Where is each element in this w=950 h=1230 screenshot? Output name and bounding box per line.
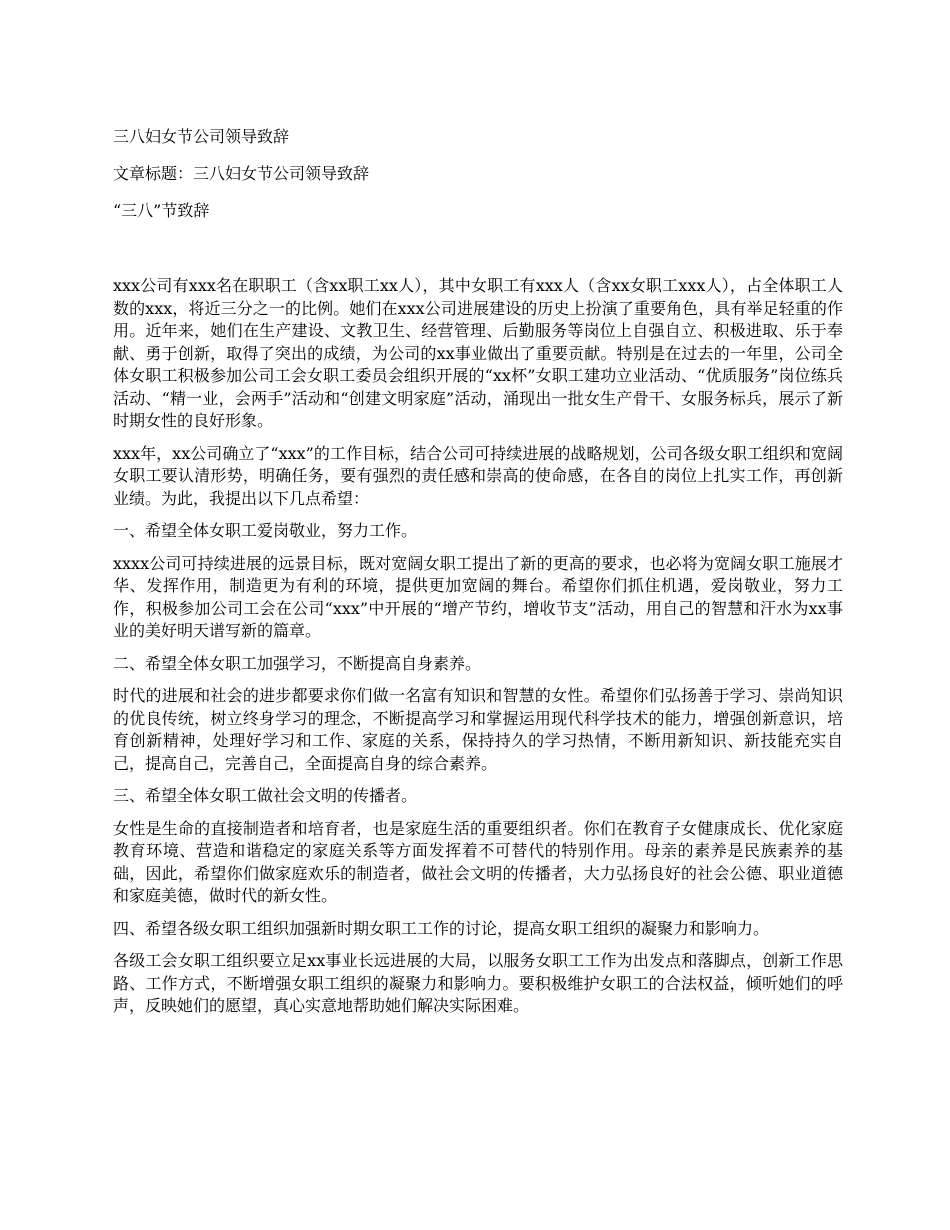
point-one-paragraph: xxxx公司可持续进展的远景目标，既对宽阔女职工提出了新的更高的要求，也必将为宽阔女职工施展才华、发挥作用，制造更为有利的环境，提供更加宽阔的舞台。希望你们抓住机遇，爱岗敬业，努力工作，积极参加公司工会在公司“xxx”中开展的“增产节约，增收节支”活动，用自己的智慧和汗水为xx事业的美好明天谱写新的篇章。: [113, 553, 843, 640]
speech-subtitle: “三八”节致辞: [113, 201, 210, 220]
point-two-heading: 二、希望全体女职工加强学习，不断提高自身素养。: [113, 653, 482, 673]
blank-gap: [113, 237, 843, 275]
document-title: 三八妇女节公司领导致辞: [113, 127, 290, 146]
goal-paragraph: xxx年，xx公司确立了“xxx”的工作目标，结合公司可持续进展的战略规划，公司各级女职工组织和宽阔女职工要认清形势，明确任务，要有强烈的责任感和崇高的使命感，在各自的岗位上扎实工作，再创新业绩。为此，我提出以下几点希望：: [113, 443, 843, 508]
intro-paragraph: xxx公司有xxx名在职职工（含xx职工xx人），其中女职工有xxx人（含xx女职工xxx人），占全体职工人数的xxx，将近三分之一的比例。她们在xxx公司进展建设的历史上扮演了重要角色，具有举足轻重的作用。近年来，她们在生产建设、文教卫生、经营管理、后勤服务等岗位上自强自立、积极进取、乐于奉献、勇于创新，取得了突出的成绩，为公司的xx事业做出了重要贡献。特别是在过去的一年里，公司全体女职工积极参加公司工会女职工委员会组织开展的“xx杯”女职工建功立业活动、“优质服务”岗位练兵活动、“精一业，会两手”活动和“创建文明家庭”活动，涌现出一批女生产骨干、女服务标兵，展示了新时期女性的良好形象。: [113, 276, 843, 430]
article-title: 文章标题：三八妇女节公司领导致辞: [113, 164, 370, 183]
document-body: [113, 126, 843, 1028]
point-one-heading: 一、希望全体女职工爱岗敬业，努力工作。: [113, 521, 418, 540]
point-three-paragraph: 女性是生命的直接制造者和培育者，也是家庭生活的重要组织者。你们在教育子女健康成长、优化家庭教育环境、营造和谐稳定的家庭关系等方面发挥着不可替代的特别作用。母亲的素养是民族素养的基础，因此，希望你们做家庭欢乐的制造者，做社会文明的传播者，大力弘扬良好的社会公德、职业道德和家庭美德，做时代的新女性。: [113, 818, 843, 905]
point-two-paragraph: 时代的进展和社会的进步都要求你们做一名富有知识和智慧的女性。希望你们弘扬善于学习、崇尚知识的优良传统，树立终身学习的理念，不断提高学习和掌握运用现代科学技术的能力，增强创新意识，培育创新精神，处理好学习和工作、家庭的关系，保持持久的学习热情，不断用新知识、新技能充实自己，提高自己，完善自己，全面提高自身的综合素养。: [113, 686, 843, 773]
point-three-heading: 三、希望全体女职工做社会文明的传播者。: [113, 786, 418, 805]
point-four-paragraph: 各级工会女职工组织要立足xx事业长远进展的大局，以服务女职工工作为出发点和落脚点，创新工作思路、工作方式，不断增强女职工组织的凝聚力和影响力。要积极维护女职工的合法权益，倾听她们的呼声，反映她们的愿望，真心实意地帮助她们解决实际困难。: [113, 951, 843, 1015]
point-four-heading: 四、希望各级女职工组织加强新时期女职工工作的讨论，提高女职工组织的凝聚力和影响力。: [113, 918, 770, 938]
